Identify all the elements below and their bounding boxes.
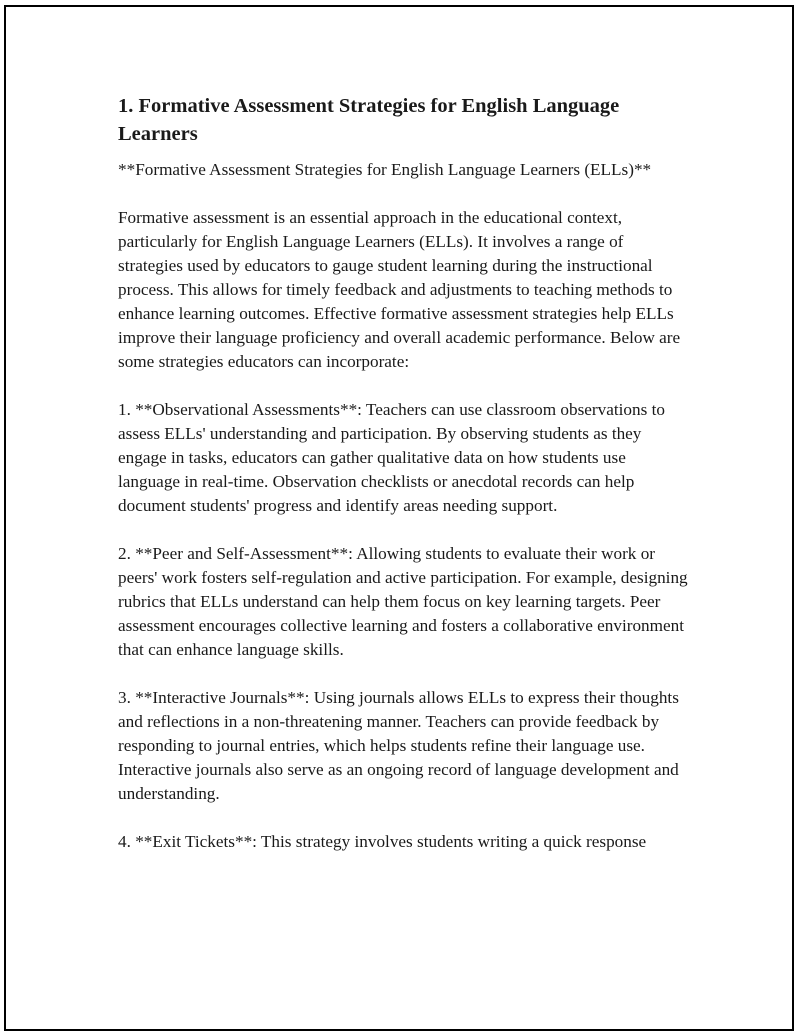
subtitle-paragraph: **Formative Assessment Strategies for English Language Learners (ELLs)** [118, 160, 652, 179]
intro-paragraph: Formative assessment is an essential approach in the educational context, particularly for English Language Learners (ELLs). It involves a range of strategies used by educators to gauge student learning during the instructional process. This allows for timely feedback and adjustments to teaching methods to enhance learning outcomes. Effective formative assessment strategies help ELLs improve their language proficiency and overall academic performance. Below are some strategies educators can incorporate: [118, 208, 681, 371]
strategy-observational-paragraph: 1. **Observational Assessments**: Teachers can use classroom observations to assess ELLs' understanding and participation. By observing students as they engage in tasks, educators can gather qualitative data on how students use language in real-time. Observation checklists or anecdotal records can help document students' progress and identify areas needing support. [118, 400, 665, 515]
document-title: 1. Formative Assessment Strategies for English Language Learners [118, 95, 620, 145]
strategy-journals-paragraph: 3. **Interactive Journals**: Using journals allows ELLs to express their thoughts and reflections in a non-threatening manner. Teachers can provide feedback by responding to journal entries, which helps students refine their language use. Interactive journals also serve as an ongoing record of language development and understanding. [118, 688, 679, 803]
strategy-exit-tickets-paragraph: 4. **Exit Tickets**: This strategy involves students writing a quick response [118, 832, 647, 851]
document-body [118, 92, 688, 878]
strategy-peer-self-paragraph: 2. **Peer and Self-Assessment**: Allowing students to evaluate their work or peers' work fosters self-regulation and active participation. For example, designing rubrics that ELLs understand can help them focus on key learning targets. Peer assessment encourages collective learning and fosters a collaborative environment that can enhance language skills. [118, 544, 688, 659]
